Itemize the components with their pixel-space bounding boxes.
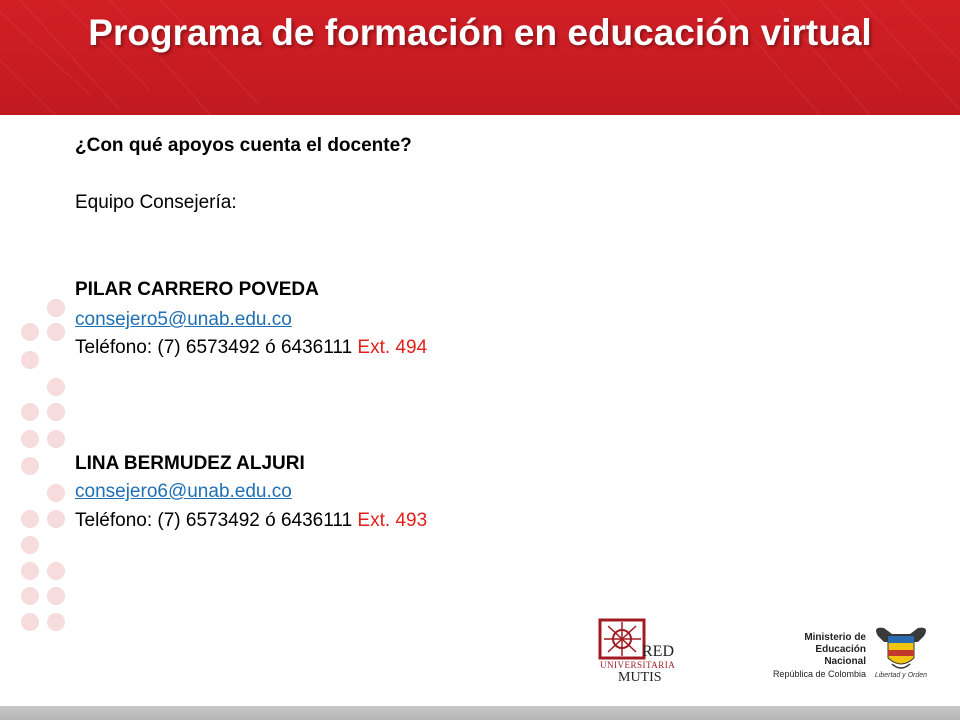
phone-text: Teléfono: (7) 6573492 ó 6436111: [75, 337, 353, 358]
contact-name: PILAR CARRERO POVEDA: [75, 279, 319, 300]
team-label: Equipo Consejería:: [75, 192, 237, 213]
logo-mutis-text: MUTIS: [618, 670, 662, 684]
footer-band: [0, 706, 960, 720]
contact-phone: [75, 336, 427, 360]
decorative-dots: [0, 280, 80, 640]
phone-text: Teléfono: (7) 6573492 ó 6436111: [75, 510, 353, 531]
page-title: Programa de formación en educación virtual: [88, 12, 872, 53]
ministerio-motto: Libertad y Orden: [874, 672, 928, 679]
logo-red-text: RED: [642, 643, 674, 660]
contact-email-link[interactable]: consejero5@unab.edu.co: [75, 309, 292, 330]
coat-of-arms-icon: [870, 622, 932, 674]
phone-extension: Ext. 493: [357, 510, 428, 531]
contact-email-link[interactable]: consejero6@unab.edu.co: [75, 481, 292, 502]
contact-phone: [75, 509, 427, 533]
red-mutis-emblem: [598, 618, 728, 684]
ministerio-line3: República de Colombia: [772, 669, 866, 679]
logo-universitaria-text: UNIVERSITARIA: [600, 660, 676, 670]
support-question: ¿Con qué apoyos cuenta el docente?: [75, 135, 412, 156]
header-banner: [0, 0, 960, 115]
red-mutis-logo: [598, 618, 728, 689]
ministerio-line2: Educación Nacional: [815, 644, 866, 667]
ministerio-line1: Ministerio de: [804, 632, 866, 643]
phone-extension: Ext. 494: [357, 337, 428, 358]
contact-name: LINA BERMUDEZ ALJURI: [75, 453, 305, 474]
